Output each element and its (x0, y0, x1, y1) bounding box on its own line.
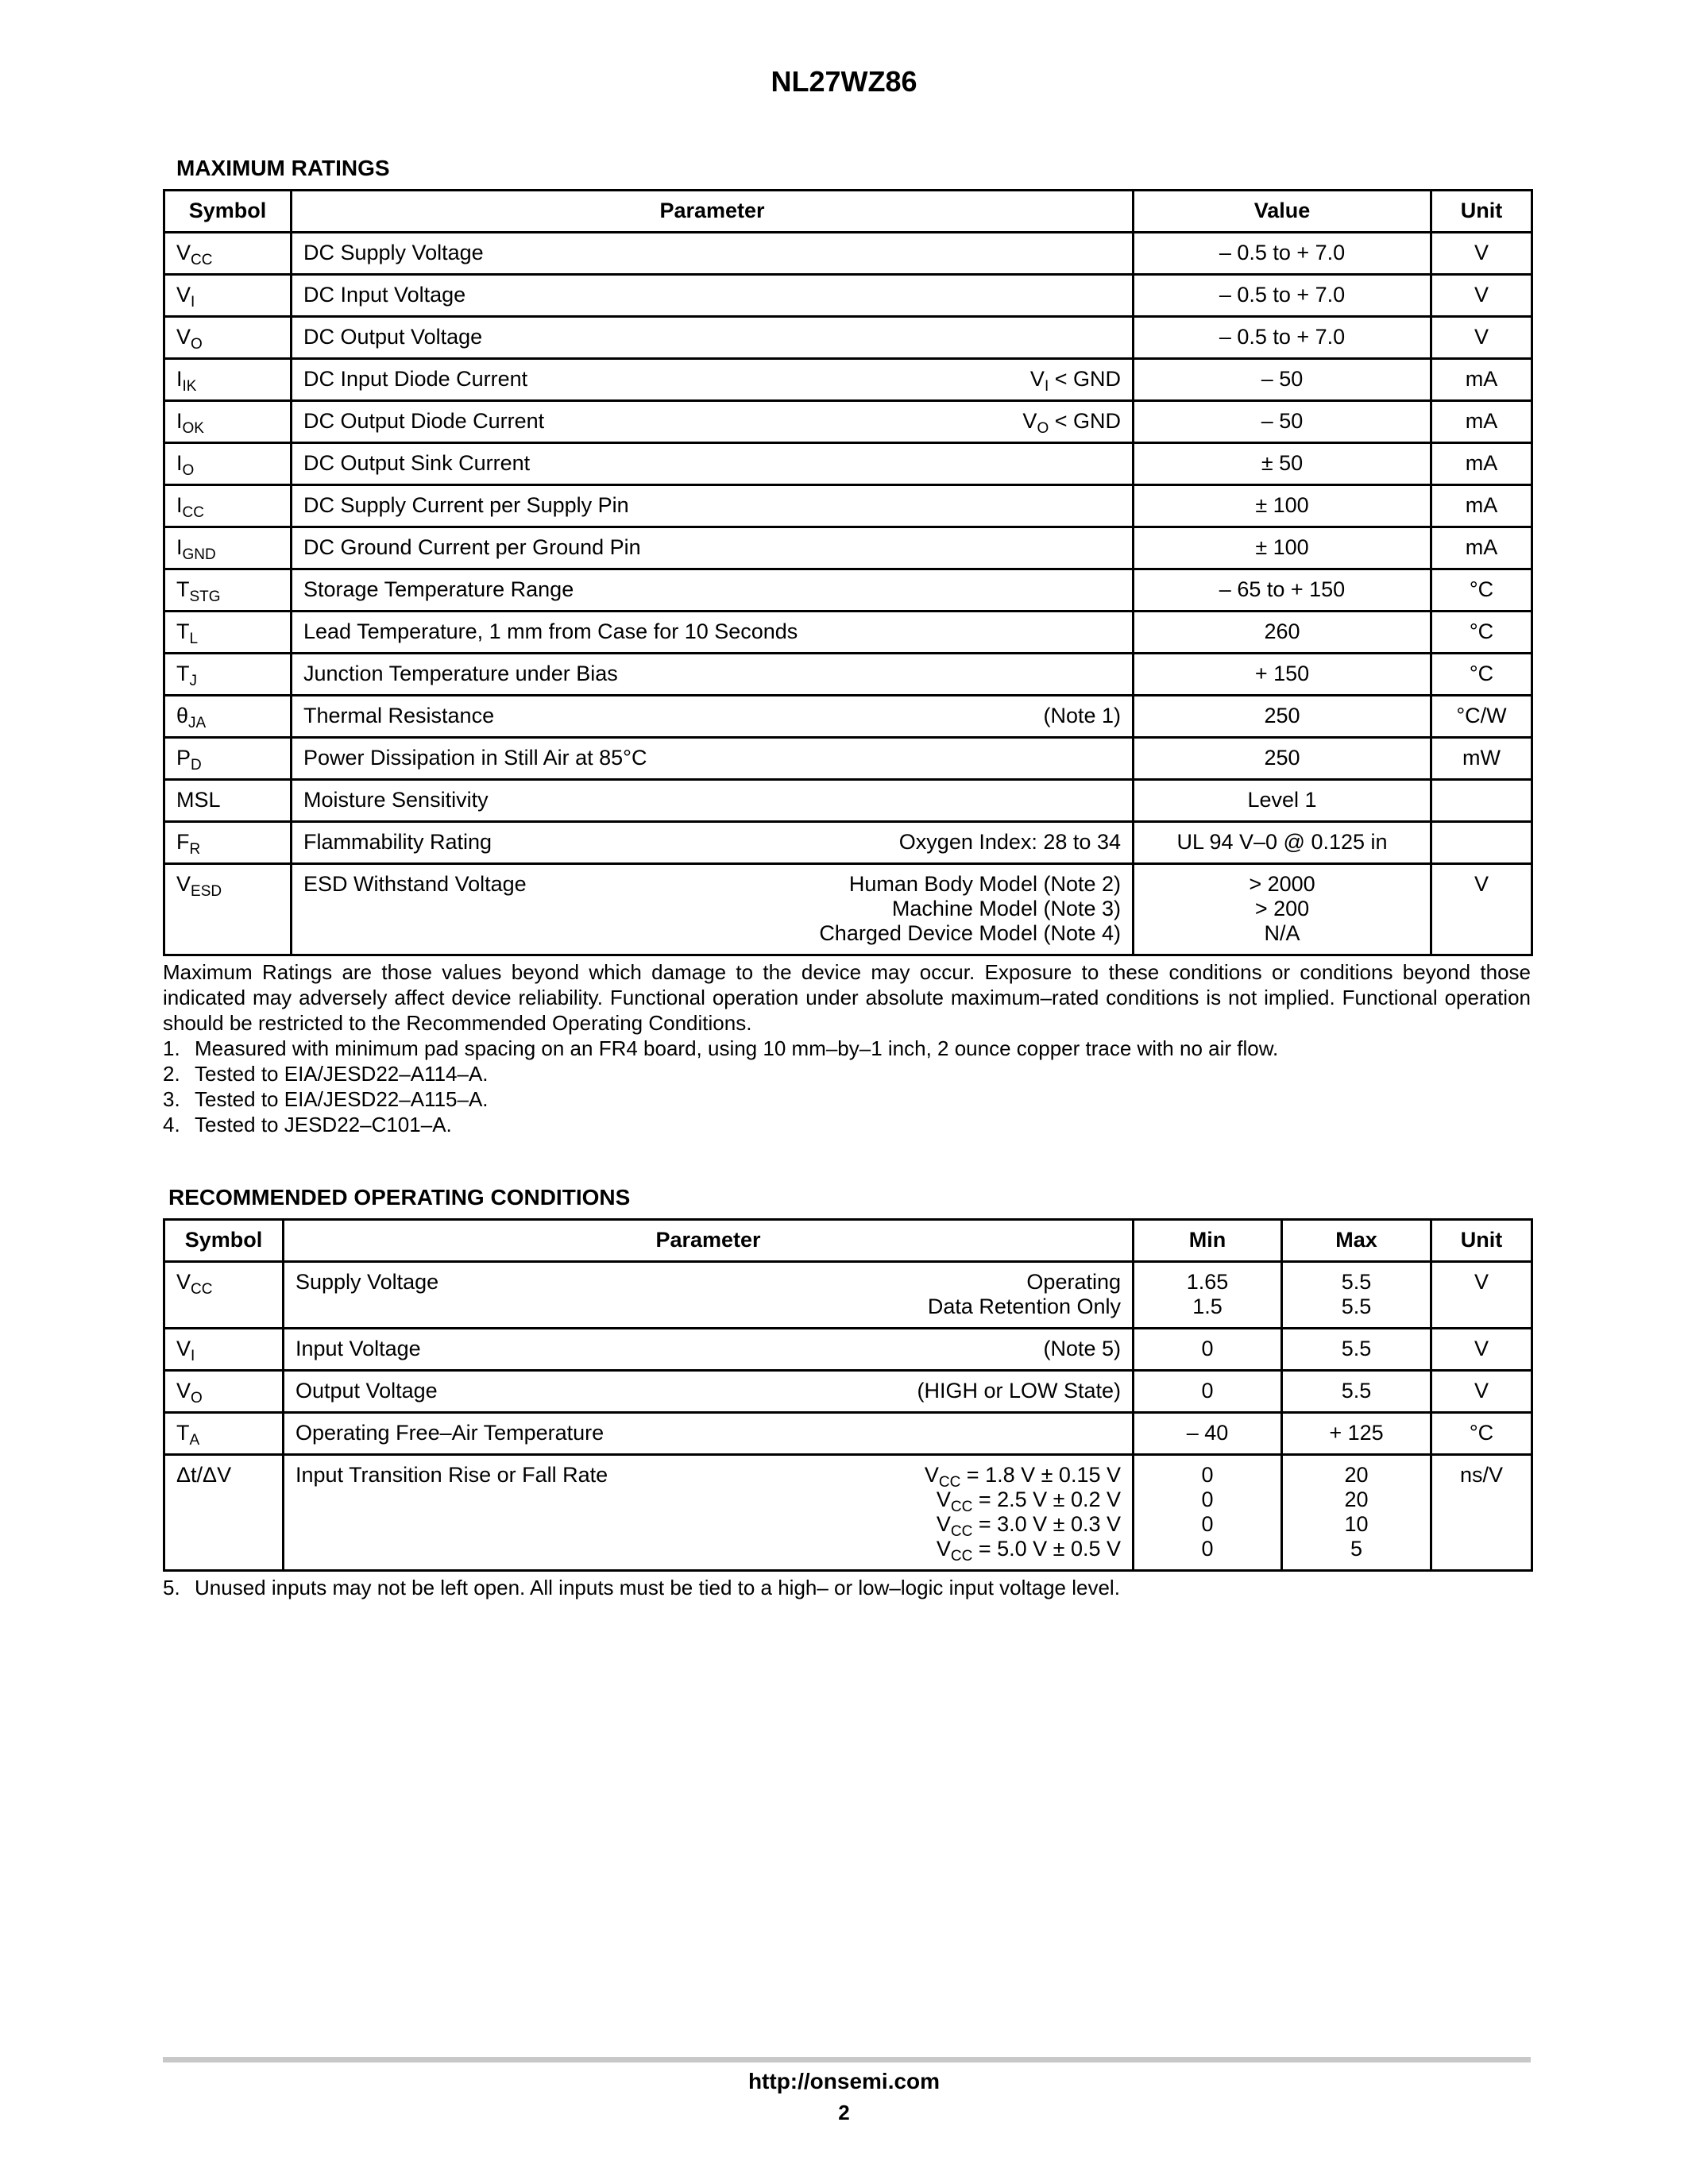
unit-cell: V (1431, 233, 1532, 275)
footnote (163, 1086, 1531, 1112)
condition-line (925, 1488, 1121, 1515)
table-row (164, 569, 1532, 612)
table-row (164, 696, 1532, 738)
value-cell-line: > 200 (1254, 897, 1310, 920)
min-cell (1134, 1413, 1282, 1455)
parameter-condition (924, 1463, 1121, 1565)
symbol-cell (164, 359, 292, 401)
symbol-cell (164, 443, 292, 485)
symbol-cell (164, 1262, 284, 1329)
min-cell-line: 0 (1201, 1512, 1214, 1536)
parameter-cell (292, 864, 1134, 955)
value-cell-line: ± 100 (1255, 535, 1309, 559)
header-parameter: Parameter (284, 1220, 1134, 1262)
footnote-number: 3. (163, 1087, 180, 1111)
value-cell (1134, 359, 1431, 401)
value-cell-line: UL 94 V–0 @ 0.125 in (1176, 830, 1388, 854)
symbol-subscript: GND (182, 546, 216, 563)
parameter-condition (928, 1270, 1121, 1319)
min-cell (1134, 1329, 1282, 1371)
symbol-cell (164, 569, 292, 612)
symbol-subscript: IK (182, 378, 197, 395)
condition-text: (Note 5) (1043, 1337, 1121, 1360)
symbol-main: T (176, 662, 190, 685)
unit-cell (1431, 780, 1532, 822)
parameter-cell (292, 738, 1134, 780)
condition-line (928, 1270, 1121, 1295)
parameter-text: Operating Free–Air Temperature (295, 1421, 605, 1445)
unit-cell: V (1431, 317, 1532, 359)
condition-subscript: CC (950, 1548, 973, 1565)
symbol-subscript: L (189, 631, 199, 647)
table-row (164, 233, 1532, 275)
symbol-cell (164, 317, 292, 359)
condition-text: Human Body Model (Note 2) (848, 872, 1121, 896)
parameter-cell (292, 527, 1134, 569)
value-cell (1134, 822, 1431, 864)
parameter-condition (1029, 367, 1121, 395)
parameter-text: Supply Voltage (295, 1270, 439, 1294)
value-cell-line: > 2000 (1249, 872, 1315, 896)
symbol-main: T (176, 577, 190, 601)
symbol-cell (164, 1455, 284, 1571)
condition-line (1029, 367, 1121, 395)
max-cell-line: 5.5 (1341, 1337, 1372, 1360)
parameter-text: Output Voltage (295, 1379, 438, 1403)
unit-cell: mW (1431, 738, 1532, 780)
symbol-main: T (176, 619, 190, 643)
symbol-main: I (176, 493, 183, 517)
value-cell (1134, 233, 1431, 275)
unit-cell: °C (1431, 569, 1532, 612)
symbol-main: V (176, 283, 191, 307)
table-row (164, 1262, 1532, 1329)
symbol-subscript: R (189, 841, 201, 858)
max-cell-line: 5 (1350, 1537, 1363, 1561)
symbol-subscript: A (189, 1432, 200, 1449)
unit-cell: V (1431, 275, 1532, 317)
parameter-condition (1022, 409, 1121, 437)
value-cell-line: 250 (1264, 746, 1300, 770)
header-min: Min (1134, 1220, 1282, 1262)
symbol-cell (164, 1413, 284, 1455)
table-row (164, 1329, 1532, 1371)
parameter-cell (284, 1329, 1134, 1371)
parameter-cell (292, 696, 1134, 738)
value-cell-line: 250 (1264, 704, 1300, 727)
table-row (164, 1455, 1532, 1571)
value-cell-line: ± 100 (1255, 493, 1309, 517)
table-row (164, 822, 1532, 864)
symbol-main: I (176, 451, 183, 475)
value-cell (1134, 738, 1431, 780)
condition-line (925, 1537, 1121, 1565)
value-cell-line: 260 (1264, 619, 1300, 643)
parameter-cell (284, 1413, 1134, 1455)
symbol-subscript: CC (191, 252, 213, 268)
symbol-cell (164, 864, 292, 955)
symbol-main: MSL (176, 788, 221, 812)
value-cell-line: + 150 (1254, 662, 1310, 685)
condition-line (899, 830, 1121, 855)
condition-text: = 5.0 V ± 0.5 V (972, 1537, 1121, 1561)
symbol-main: V (176, 1337, 191, 1360)
unit-cell (1431, 822, 1532, 864)
condition-subscript: CC (950, 1499, 973, 1515)
page-title: NL27WZ86 (771, 65, 917, 98)
symbol-subscript: STG (189, 588, 221, 605)
max-cell (1282, 1329, 1431, 1371)
value-cell-line: – 0.5 to + 7.0 (1219, 283, 1346, 307)
condition-line (924, 1463, 1121, 1491)
min-cell-line: 0 (1201, 1488, 1214, 1511)
symbol-cell (164, 275, 292, 317)
unit-cell: mA (1431, 401, 1532, 443)
value-cell (1134, 696, 1431, 738)
value-cell (1134, 485, 1431, 527)
unit-cell: V (1431, 1262, 1532, 1329)
max-cell (1282, 1371, 1431, 1413)
parameter-condition (1043, 704, 1121, 728)
footnote (163, 1061, 1531, 1086)
unit-cell: mA (1431, 485, 1532, 527)
condition-symbol: V (1029, 367, 1045, 391)
condition-text: = 1.8 V ± 0.15 V (960, 1463, 1121, 1487)
parameter-text: Input Transition Rise or Fall Rate (295, 1463, 608, 1487)
condition-symbol: V (936, 1512, 951, 1536)
value-cell-line: – 50 (1261, 409, 1304, 433)
parameter-cell (292, 612, 1134, 654)
value-cell (1134, 443, 1431, 485)
parameter-text: Moisture Sensitivity (303, 788, 489, 812)
parameter-cell (284, 1262, 1134, 1329)
table-row (164, 654, 1532, 696)
max-ratings-notes (163, 959, 1531, 1137)
value-cell-line: – 50 (1261, 367, 1304, 391)
parameter-condition (1043, 1337, 1121, 1361)
symbol-main: T (176, 1421, 190, 1445)
symbol-main: Δt/ΔV (176, 1463, 232, 1487)
symbol-subscript: J (189, 673, 197, 689)
header-unit: Unit (1431, 1220, 1532, 1262)
min-cell-line: 0 (1201, 1463, 1214, 1487)
footnote-text: Tested to EIA/JESD22–A114–A. (195, 1062, 489, 1086)
max-cell-line: 20 (1344, 1463, 1369, 1487)
max-cell (1282, 1455, 1431, 1571)
table-row (164, 738, 1532, 780)
value-cell (1134, 864, 1431, 955)
parameter-cell (292, 317, 1134, 359)
table-row (164, 527, 1532, 569)
symbol-cell (164, 696, 292, 738)
condition-line (819, 872, 1121, 897)
min-cell-line: 0 (1201, 1379, 1214, 1403)
condition-text: Charged Device Model (Note 4) (819, 921, 1121, 945)
condition-line (925, 1512, 1121, 1540)
value-cell (1134, 317, 1431, 359)
parameter-text: Input Voltage (295, 1337, 421, 1360)
condition-subscript: CC (938, 1474, 961, 1491)
header-symbol: Symbol (164, 1220, 284, 1262)
parameter-text: DC Supply Voltage (303, 241, 484, 264)
table-row (164, 1413, 1532, 1455)
symbol-subscript: O (191, 336, 203, 353)
parameter-text: DC Output Sink Current (303, 451, 531, 475)
symbol-cell (164, 401, 292, 443)
max-cell-line: 20 (1344, 1488, 1369, 1511)
footnote-text: Tested to JESD22–C101–A. (195, 1113, 452, 1136)
footnote-text: Tested to EIA/JESD22–A115–A. (195, 1087, 489, 1111)
header-unit: Unit (1431, 191, 1532, 233)
value-cell (1134, 401, 1431, 443)
condition-line (1043, 704, 1121, 728)
condition-subscript: CC (950, 1523, 973, 1540)
parameter-cell (292, 275, 1134, 317)
symbol-cell (164, 822, 292, 864)
rec-op-notes (163, 1575, 1531, 1600)
condition-text: < GND (1049, 409, 1121, 433)
max-cell-line: 10 (1344, 1512, 1369, 1536)
symbol-subscript: ESD (191, 883, 222, 900)
parameter-cell (292, 359, 1134, 401)
symbol-cell (164, 654, 292, 696)
unit-cell: mA (1431, 443, 1532, 485)
unit-cell: ns/V (1431, 1455, 1532, 1571)
symbol-cell (164, 738, 292, 780)
rec-op-title: RECOMMENDED OPERATING CONDITIONS (168, 1185, 631, 1210)
symbol-main: V (176, 1379, 191, 1403)
symbol-main: V (176, 325, 191, 349)
condition-subscript: O (1037, 420, 1049, 437)
min-cell (1134, 1371, 1282, 1413)
table-row (164, 317, 1532, 359)
min-cell-line: 0 (1201, 1537, 1214, 1561)
condition-text: Operating (1026, 1270, 1121, 1294)
max-cell (1282, 1413, 1431, 1455)
symbol-cell (164, 485, 292, 527)
parameter-cell (292, 822, 1134, 864)
footnote-text: Unused inputs may not be left open. All inputs must be tied to a high– or low–logic input voltage level. (195, 1576, 1120, 1599)
header-value: Value (1134, 191, 1431, 233)
rec-op-table (163, 1218, 1533, 1572)
max-cell-line: + 125 (1329, 1421, 1384, 1445)
condition-line (1043, 1337, 1121, 1361)
parameter-condition (917, 1379, 1121, 1403)
symbol-cell (164, 527, 292, 569)
parameter-text: Power Dissipation in Still Air at 85°C (303, 746, 647, 770)
parameter-text: DC Output Voltage (303, 325, 483, 349)
symbol-subscript: D (191, 757, 202, 774)
symbol-main: I (176, 535, 183, 559)
symbol-subscript: O (182, 462, 195, 479)
condition-text: (Note 1) (1043, 704, 1121, 727)
value-cell (1134, 780, 1431, 822)
parameter-text: Flammability Rating (303, 830, 492, 854)
symbol-subscript: OK (182, 420, 204, 437)
condition-symbol: V (1022, 409, 1037, 433)
condition-symbol: V (936, 1537, 951, 1561)
symbol-cell (164, 233, 292, 275)
symbol-main: V (176, 872, 191, 896)
value-cell-line: – 0.5 to + 7.0 (1219, 241, 1346, 264)
footnote (163, 1036, 1531, 1061)
value-cell-line: – 65 to + 150 (1219, 577, 1346, 601)
symbol-subscript: I (191, 1348, 195, 1364)
parameter-text: Thermal Resistance (303, 704, 495, 727)
parameter-cell (292, 233, 1134, 275)
parameter-cell (292, 485, 1134, 527)
value-cell-line: ± 50 (1261, 451, 1304, 475)
symbol-main: I (176, 367, 183, 391)
parameter-condition (819, 872, 1121, 946)
parameter-cell (292, 780, 1134, 822)
symbol-subscript: JA (188, 715, 207, 731)
table-row (164, 401, 1532, 443)
table-row (164, 612, 1532, 654)
parameter-cell (284, 1371, 1134, 1413)
condition-subscript: I (1044, 378, 1049, 395)
parameter-text: DC Supply Current per Supply Pin (303, 493, 629, 517)
min-cell (1134, 1455, 1282, 1571)
condition-symbol: V (936, 1488, 951, 1511)
symbol-main: F (176, 830, 190, 854)
parameter-text: DC Input Diode Current (303, 367, 528, 391)
table-row (164, 443, 1532, 485)
symbol-main: θ (176, 704, 189, 727)
symbol-cell (164, 1371, 284, 1413)
max-ratings-header-row (164, 191, 1532, 233)
footer-url[interactable]: http://onsemi.com (747, 2069, 941, 2093)
unit-cell: mA (1431, 527, 1532, 569)
symbol-cell (164, 780, 292, 822)
value-cell (1134, 654, 1431, 696)
condition-symbol: V (924, 1463, 939, 1487)
parameter-text: DC Output Diode Current (303, 409, 545, 433)
condition-line (819, 897, 1121, 921)
max-ratings-title: MAXIMUM RATINGS (176, 156, 390, 180)
parameter-cell (292, 569, 1134, 612)
max-cell-line: 5.5 (1341, 1270, 1372, 1294)
min-cell-line: 1.5 (1192, 1295, 1223, 1318)
footnote (163, 1112, 1531, 1137)
footnote (163, 1575, 1531, 1600)
min-cell-line: 1.65 (1186, 1270, 1229, 1294)
parameter-text: Storage Temperature Range (303, 577, 574, 601)
max-ratings-table (163, 189, 1533, 956)
condition-text: Oxygen Index: 28 to 34 (898, 830, 1121, 854)
footer-rule (163, 2057, 1531, 2062)
value-cell (1134, 275, 1431, 317)
footnote-number: 2. (163, 1062, 180, 1086)
value-cell-line: Level 1 (1247, 788, 1317, 812)
unit-cell: °C (1431, 1413, 1532, 1455)
unit-cell: °C (1431, 612, 1532, 654)
min-cell-line: – 40 (1186, 1421, 1229, 1445)
unit-cell: V (1431, 864, 1532, 955)
parameter-text: Junction Temperature under Bias (303, 662, 618, 685)
value-cell (1134, 569, 1431, 612)
parameter-cell (284, 1455, 1134, 1571)
footnote-number: 5. (163, 1576, 180, 1599)
value-cell (1134, 612, 1431, 654)
symbol-subscript: I (191, 294, 195, 311)
condition-line (819, 921, 1121, 946)
condition-text: (HIGH or LOW State) (917, 1379, 1121, 1403)
parameter-cell (292, 401, 1134, 443)
symbol-cell (164, 1329, 284, 1371)
symbol-main: P (176, 746, 191, 770)
symbol-main: I (176, 409, 183, 433)
condition-line (928, 1295, 1121, 1319)
rec-op-header-row (164, 1220, 1532, 1262)
value-cell-line: N/A (1264, 921, 1300, 945)
parameter-text: DC Ground Current per Ground Pin (303, 535, 641, 559)
symbol-subscript: CC (191, 1281, 213, 1298)
footnote-text: Measured with minimum pad spacing on an FR4 board, using 10 mm–by–1 inch, 2 ounce copper trace with no air flow. (195, 1036, 1279, 1060)
header-symbol: Symbol (164, 191, 292, 233)
unit-cell: V (1431, 1371, 1532, 1413)
parameter-condition (899, 830, 1121, 855)
condition-line (1022, 409, 1121, 437)
symbol-main: V (176, 1270, 191, 1294)
footnote-number: 4. (163, 1113, 180, 1136)
condition-text: Machine Model (Note 3) (891, 897, 1121, 920)
condition-text: = 2.5 V ± 0.2 V (972, 1488, 1121, 1511)
max-cell-line: 5.5 (1341, 1295, 1372, 1318)
parameter-text: Lead Temperature, 1 mm from Case for 10 Seconds (303, 619, 798, 643)
min-cell-line: 0 (1201, 1337, 1214, 1360)
table-row (164, 275, 1532, 317)
symbol-subscript: O (191, 1390, 203, 1406)
condition-text: = 3.0 V ± 0.3 V (972, 1512, 1121, 1536)
symbol-cell (164, 612, 292, 654)
condition-line (917, 1379, 1121, 1403)
max-cell-line: 5.5 (1341, 1379, 1372, 1403)
max-cell (1282, 1262, 1431, 1329)
parameter-cell (292, 443, 1134, 485)
table-row (164, 359, 1532, 401)
unit-cell: °C (1431, 654, 1532, 696)
header-max: Max (1282, 1220, 1431, 1262)
unit-cell: °C/W (1431, 696, 1532, 738)
unit-cell: mA (1431, 359, 1532, 401)
value-cell-line: – 0.5 to + 7.0 (1219, 325, 1346, 349)
condition-text: < GND (1049, 367, 1121, 391)
page-number: 2 (838, 2101, 850, 2124)
table-row (164, 485, 1532, 527)
footnote-number: 1. (163, 1036, 180, 1060)
table-row (164, 780, 1532, 822)
header-parameter: Parameter (292, 191, 1134, 233)
symbol-main: V (176, 241, 191, 264)
max-ratings-disclaimer: Maximum Ratings are those values beyond which damage to the device may occur. Exposure to these conditions or conditions beyond those indicated may adversely affect device reliability. Functional operation under absolute maximum–rated conditions is not implied. Functional operation should be restricted to the Recommended Operating Conditions. (163, 960, 1531, 1035)
table-row (164, 864, 1532, 955)
condition-text: Data Retention Only (927, 1295, 1121, 1318)
parameter-text: ESD Withstand Voltage (303, 872, 527, 896)
unit-cell: V (1431, 1329, 1532, 1371)
table-row (164, 1371, 1532, 1413)
min-cell (1134, 1262, 1282, 1329)
symbol-subscript: CC (182, 504, 204, 521)
value-cell (1134, 527, 1431, 569)
parameter-text: DC Input Voltage (303, 283, 466, 307)
parameter-cell (292, 654, 1134, 696)
